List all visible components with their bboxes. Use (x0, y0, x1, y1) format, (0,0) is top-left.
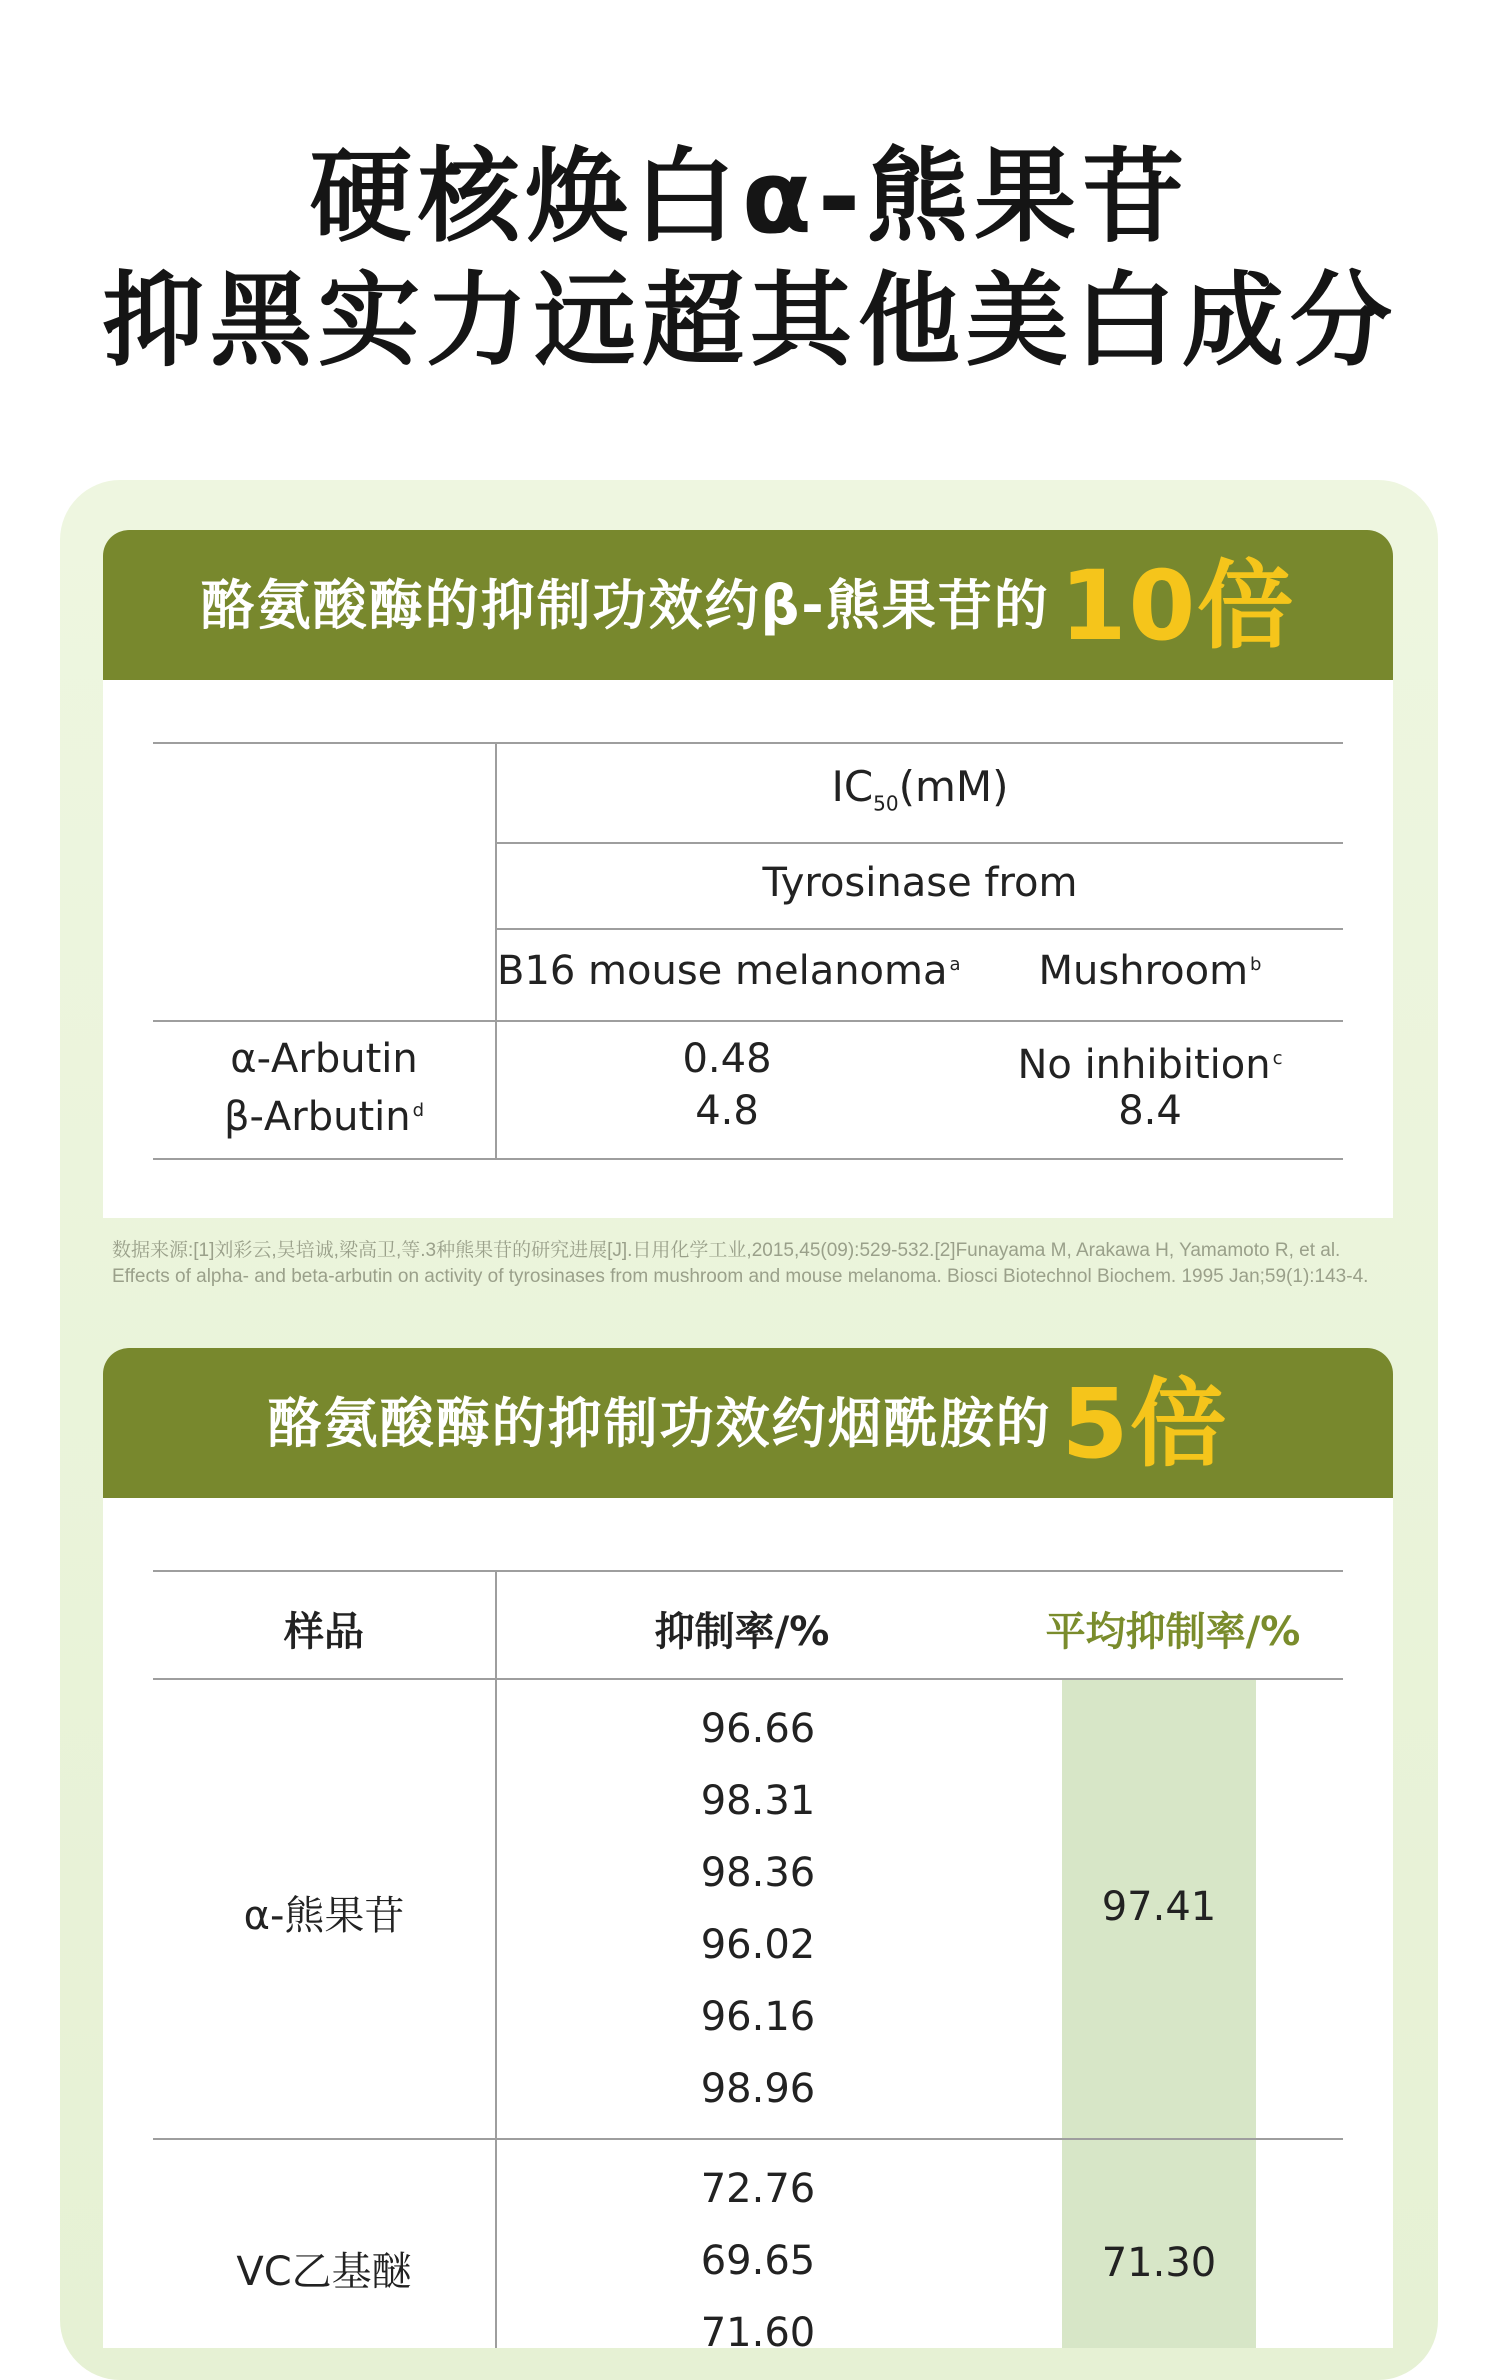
table-1-rule-header (153, 1020, 1343, 1022)
col-b16-header: B16 mouse melanoma $^a$ (497, 948, 961, 994)
table-2-rule-group (153, 2138, 1343, 2140)
row-beta-arbutin-name: β-Arbutin $^d$ (223, 1094, 425, 1140)
table-1-rule-ic50 (495, 842, 1343, 844)
card-1-highlight: 10倍 (1059, 549, 1296, 662)
tyrosinase-source-header: Tyrosinase from (762, 860, 1078, 906)
rate-value: 96.02 (700, 1922, 816, 1968)
rate-value: 96.16 (700, 1994, 816, 2040)
group-alpha-arbutin-name: α-熊果苷 (243, 1893, 405, 1939)
rate-value: 98.96 (700, 2066, 816, 2112)
group-alpha-arbutin-average: 97.41 (1101, 1884, 1217, 1930)
card-1-title: 酪氨酸酶的抑制功效约β-熊果苷的 (200, 573, 1050, 637)
source-citation: 数据来源:[1]刘彩云,吴培诚,梁高卫,等.3种熊果苷的研究进展[J].日用化学工业,2015,45(09):529-532.[2]Funayama M, Arakawa H, Yamamoto R, et al. Effects of alpha- and beta-arbutin on activity of tyrosinases from mushroom and mouse melanoma. Biosci Biotechnol Biochem. 1995 Jan;59(1):143-4. (112, 1240, 1369, 1287)
comparison-card-niacinamide (103, 1348, 1393, 2348)
row-alpha-arbutin-mushroom: No inhibition $^c$ (1017, 1042, 1283, 1088)
ic50-header: $IC_{50}(mM)$ (831, 762, 1009, 816)
table-1-rule-source (495, 928, 1343, 930)
table-2-divider (495, 1570, 497, 2348)
header-sample: 样品 (284, 1609, 364, 1655)
rate-value: 98.36 (700, 1850, 816, 1896)
card-1-header (103, 530, 1393, 680)
rate-value: 71.60 (700, 2310, 816, 2348)
row-alpha-arbutin-name: α-Arbutin (230, 1036, 418, 1082)
header-inhibition-rate: 抑制率/% (654, 1609, 830, 1655)
col-mushroom-header: Mushroom $^b$ (1038, 948, 1262, 994)
table-1-rule-bottom (153, 1158, 1343, 1160)
header-average-rate: 平均抑制率/% (1045, 1609, 1301, 1655)
table-2-rule-header (153, 1678, 1343, 1680)
card-2-header (103, 1348, 1393, 1498)
row-beta-arbutin-b16: 4.8 (695, 1088, 759, 1134)
rate-value: 69.65 (700, 2238, 816, 2284)
headline-line-2: 抑黑实力远超其他美白成分 (102, 262, 1398, 381)
table-1-rule-top (153, 742, 1343, 744)
card-2-title: 酪氨酸酶的抑制功效约烟酰胺的 (267, 1391, 1052, 1455)
group-vc-ethyl-ether-name: VC乙基醚 (236, 2249, 412, 2295)
rate-value: 72.76 (700, 2166, 816, 2212)
group-vc-ethyl-ether-average: 71.30 (1101, 2240, 1217, 2286)
comparison-card-beta-arbutin (103, 530, 1393, 1218)
table-2-rule-top (153, 1570, 1343, 1572)
card-2-highlight: 5倍 (1061, 1367, 1229, 1480)
headline-line-1: 硬核焕白α-熊果苷 (309, 138, 1191, 257)
rate-value: 98.31 (700, 1778, 816, 1824)
row-beta-arbutin-mushroom: 8.4 (1118, 1088, 1182, 1134)
row-alpha-arbutin-b16: 0.48 (682, 1036, 772, 1082)
rate-value: 96.66 (700, 1706, 816, 1752)
